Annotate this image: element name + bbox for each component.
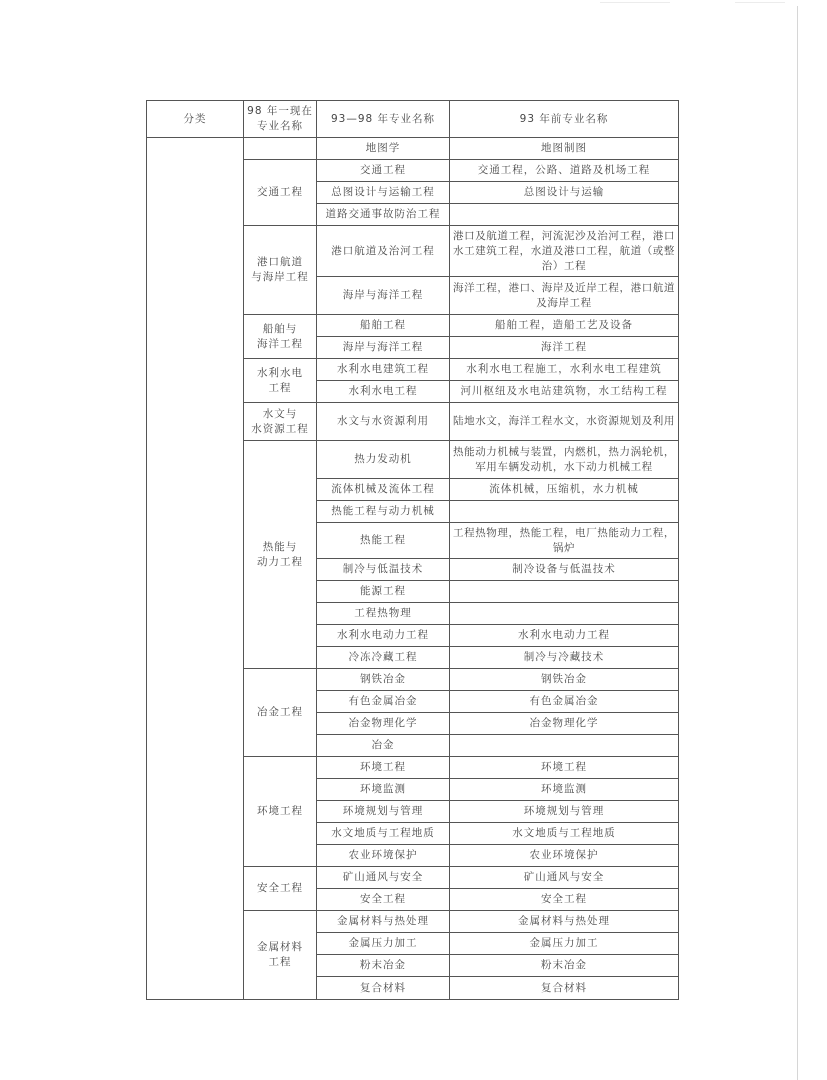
- scan-edge-line: [797, 6, 798, 1080]
- name-93-98-cell: 工程热物理: [317, 603, 450, 625]
- current-name-cell: [244, 138, 317, 160]
- name-93-98-cell: 海岸与海洋工程: [317, 277, 450, 315]
- name-pre-93-cell: 海洋工程，港口、海岸及近岸工程，港口航道及海岸工程: [450, 277, 679, 315]
- name-pre-93-cell: [450, 735, 679, 757]
- current-name-line1: 水文与: [262, 407, 298, 420]
- current-name-line1: 金属材料: [257, 941, 303, 953]
- name-93-98-cell: 水利水电建筑工程: [317, 359, 450, 381]
- name-pre-93-cell: 流体机械，压缩机，水力机械: [450, 479, 679, 501]
- current-name-line2: 动力工程: [257, 555, 303, 568]
- name-pre-93-cell: 总图设计与运输: [450, 182, 679, 204]
- current-name-cell: [244, 315, 317, 359]
- name-pre-93-cell: 农业环境保护: [450, 845, 679, 867]
- name-93-98-cell: 道路交通事故防治工程: [317, 204, 450, 226]
- name-pre-93-cell: 矿山通风与安全: [450, 867, 679, 889]
- major-name-comparison-table: [146, 100, 679, 1000]
- name-93-98-cell: 钢铁冶金: [317, 669, 450, 691]
- name-93-98-cell: 地图学: [317, 138, 450, 160]
- current-name-line1: 水利水电: [257, 366, 303, 379]
- name-93-98-cell: 冷冻冷藏工程: [317, 647, 450, 669]
- current-name-line1: 热能与: [262, 540, 298, 553]
- current-name-line2: 工程: [268, 381, 292, 394]
- header-pre-93-name: 93 年前专业名称: [450, 101, 679, 138]
- name-pre-93-cell: [450, 581, 679, 603]
- current-name-line2: 工程: [268, 956, 292, 968]
- name-pre-93-cell: 陆地水文，海洋工程水文，水资源规划及利用: [450, 403, 679, 441]
- name-93-98-cell: 制冷与低温技术: [317, 559, 450, 581]
- name-pre-93-cell: [450, 501, 679, 523]
- name-93-98-cell: 热力发动机: [317, 441, 450, 479]
- name-pre-93-cell: 冶金物理化学: [450, 713, 679, 735]
- table-header-row: [147, 101, 679, 138]
- current-name-line1: 船舶与: [262, 322, 298, 335]
- name-93-98-cell: 港口航道及治河工程: [317, 226, 450, 277]
- current-name-line2: 水资源工程: [251, 422, 309, 435]
- name-93-98-cell: 水利水电工程: [317, 381, 450, 403]
- name-pre-93-cell: 安全工程: [450, 889, 679, 911]
- name-pre-93-cell: 金属材料与热处理: [450, 911, 679, 933]
- current-name-line1: 港口航道: [257, 256, 303, 268]
- name-pre-93-cell: 港口及航道工程，河流泥沙及治河工程，港口水工建筑工程，水道及港口工程，航道（或整治）工程: [450, 226, 679, 277]
- name-pre-93-cell: [450, 603, 679, 625]
- name-pre-93-cell: 制冷与冷藏技术: [450, 647, 679, 669]
- name-93-98-cell: 热能工程: [317, 523, 450, 559]
- name-pre-93-cell: 制冷设备与低温技术: [450, 559, 679, 581]
- category-cell: [147, 138, 244, 1000]
- header-93-98-name: 93—98 年专业名称: [317, 101, 450, 138]
- name-93-98-cell: 矿山通风与安全: [317, 867, 450, 889]
- name-93-98-cell: 水利水电动力工程: [317, 625, 450, 647]
- name-pre-93-cell: 地图制图: [450, 138, 679, 160]
- name-93-98-cell: 船舶工程: [317, 315, 450, 337]
- name-93-98-cell: 农业环境保护: [317, 845, 450, 867]
- name-93-98-cell: 交通工程: [317, 160, 450, 182]
- current-name-line2: 海洋工程: [257, 337, 303, 350]
- current-name-cell: 环境工程: [244, 757, 317, 867]
- name-93-98-cell: 冶金: [317, 735, 450, 757]
- current-name-cell: 冶金工程: [244, 669, 317, 757]
- name-pre-93-cell: 金属压力加工: [450, 933, 679, 955]
- name-93-98-cell: 能源工程: [317, 581, 450, 603]
- name-pre-93-cell: 环境工程: [450, 757, 679, 779]
- scan-top-mark: [600, 2, 670, 3]
- name-93-98-cell: 金属压力加工: [317, 933, 450, 955]
- current-name-line2: 与海岸工程: [251, 271, 309, 283]
- name-pre-93-cell: 热能动力机械与装置，内燃机，热力涡轮机，军用车辆发动机，水下动力机械工程: [450, 441, 679, 479]
- name-93-98-cell: 总图设计与运输工程: [317, 182, 450, 204]
- name-pre-93-cell: 钢铁冶金: [450, 669, 679, 691]
- name-pre-93-cell: 粉末冶金: [450, 955, 679, 977]
- name-pre-93-cell: 海洋工程: [450, 337, 679, 359]
- name-93-98-cell: 水文地质与工程地质: [317, 823, 450, 845]
- current-name-cell: 安全工程: [244, 867, 317, 911]
- name-pre-93-cell: 船舶工程，造船工艺及设备: [450, 315, 679, 337]
- current-name-cell: 交通工程: [244, 160, 317, 226]
- header-current-name-line1: 98 年一现在: [247, 105, 313, 117]
- name-pre-93-cell: 环境监测: [450, 779, 679, 801]
- current-name-cell: [244, 226, 317, 315]
- name-pre-93-cell: 水利水电工程施工，水利水电工程建筑: [450, 359, 679, 381]
- name-pre-93-cell: 工程热物理，热能工程，电厂热能动力工程，锅炉: [450, 523, 679, 559]
- name-93-98-cell: 有色金属冶金: [317, 691, 450, 713]
- name-pre-93-cell: [450, 204, 679, 226]
- header-current-name-line2: 专业名称: [257, 120, 303, 132]
- header-current-name: [244, 101, 317, 138]
- name-pre-93-cell: 环境规划与管理: [450, 801, 679, 823]
- scan-top-mark: [735, 2, 785, 3]
- name-93-98-cell: 冶金物理化学: [317, 713, 450, 735]
- current-name-cell: [244, 911, 317, 1000]
- name-pre-93-cell: 水文地质与工程地质: [450, 823, 679, 845]
- current-name-cell: [244, 359, 317, 403]
- name-93-98-cell: 水文与水资源利用: [317, 403, 450, 441]
- name-pre-93-cell: 交通工程，公路、道路及机场工程: [450, 160, 679, 182]
- name-pre-93-cell: 有色金属冶金: [450, 691, 679, 713]
- name-93-98-cell: 安全工程: [317, 889, 450, 911]
- header-category: 分类: [147, 101, 244, 138]
- name-93-98-cell: 热能工程与动力机械: [317, 501, 450, 523]
- name-pre-93-cell: 复合材料: [450, 977, 679, 1000]
- name-pre-93-cell: 水利水电动力工程: [450, 625, 679, 647]
- current-name-cell: [244, 441, 317, 669]
- table-row: [147, 138, 679, 160]
- name-pre-93-cell: 河川枢纽及水电站建筑物，水工结构工程: [450, 381, 679, 403]
- name-93-98-cell: 复合材料: [317, 977, 450, 1000]
- name-93-98-cell: 环境规划与管理: [317, 801, 450, 823]
- name-93-98-cell: 流体机械及流体工程: [317, 479, 450, 501]
- name-93-98-cell: 海岸与海洋工程: [317, 337, 450, 359]
- current-name-cell: [244, 403, 317, 441]
- name-93-98-cell: 环境工程: [317, 757, 450, 779]
- name-93-98-cell: 粉末冶金: [317, 955, 450, 977]
- name-93-98-cell: 环境监测: [317, 779, 450, 801]
- name-93-98-cell: 金属材料与热处理: [317, 911, 450, 933]
